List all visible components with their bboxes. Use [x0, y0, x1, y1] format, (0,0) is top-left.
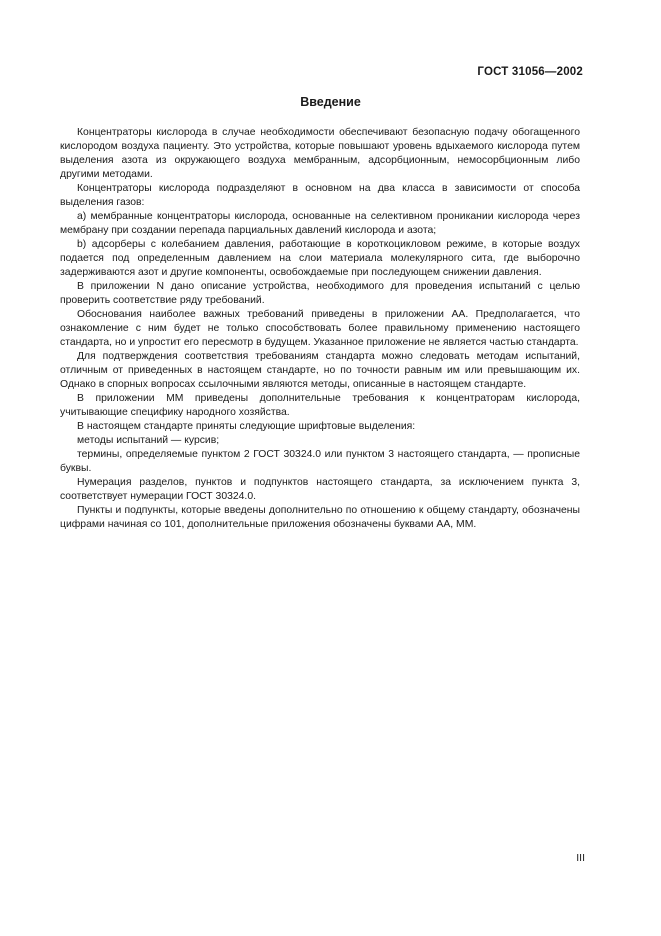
paragraph: В приложении N дано описание устройства, необходимого для проведения испытаний с целью проверить соответствие ряду требований. [60, 281, 580, 306]
paragraph: термины, определяемые пунктом 2 ГОСТ 30324.0 или пунктом 3 настоящего стандарта, — прописные буквы. [60, 449, 580, 474]
paragraph: Концентраторы кислорода подразделяют в основном на два класса в зависимости от способа выделения газов: [60, 183, 580, 208]
paragraph: Для подтверждения соответствия требованиям стандарта можно следовать методам испытаний, отличным от приведенных в настоящем стандарте, но по точности равным им или превышающим их. Однако в спорных вопросах ссылочными являются методы, описанные в настоящем стандарте. [60, 351, 580, 390]
paragraph: b) адсорберы с колебанием давления, работающие в короткоцикловом режиме, в которые воздух подается под определенным давлением на слои материала молекулярного сита, где выборочно задерживаются азот и другие компоненты, освобождаемые при последующем снижении давления. [60, 239, 580, 278]
paragraph: методы испытаний — курсив; [77, 435, 220, 446]
page-number: III [576, 852, 585, 864]
paragraph: Пункты и подпункты, которые введены дополнительно по отношению к общему стандарту, обозначены цифрами начиная со 101, дополнительные приложения обозначены буквами АА, ММ. [60, 505, 580, 530]
paragraph: Обоснования наиболее важных требований приведены в приложении АА. Предполагается, что ознакомление с ним будет не только способствовать более правильному применению настоящего стандарта, но и упростит его пересмотр в будущем. Указанное приложение не является частью стандарта. [60, 309, 580, 348]
paragraph: Нумерация разделов, пунктов и подпунктов настоящего стандарта, за исключением пункта 3, соответствует нумерации ГОСТ 30324.0. [60, 477, 580, 502]
paragraph: В приложении ММ приведены дополнительные требования к концентраторам кислорода, учитывающие специфику народного хозяйства. [60, 393, 580, 418]
standard-code: ГОСТ 31056—2002 [477, 66, 583, 78]
paragraph: Концентраторы кислорода в случае необходимости обеспечивают безопасную подачу обогащенного кислородом воздуха пациенту. Это устройства, которые повышают уровень вдыхаемого кислорода путем выделения азота из окружающего воздуха мембранным, адсорбционным, немосорбционным либо другими методами. [60, 127, 580, 180]
paragraph: В настоящем стандарте приняты следующие шрифтовые выделения: [77, 421, 416, 432]
document-body [60, 126, 580, 532]
paragraph: а) мембранные концентраторы кислорода, основанные на селективном проникании кислорода через мембрану при создании перепада парциальных давлений кислорода и азота; [60, 211, 580, 236]
page-title: Введение [300, 95, 361, 109]
